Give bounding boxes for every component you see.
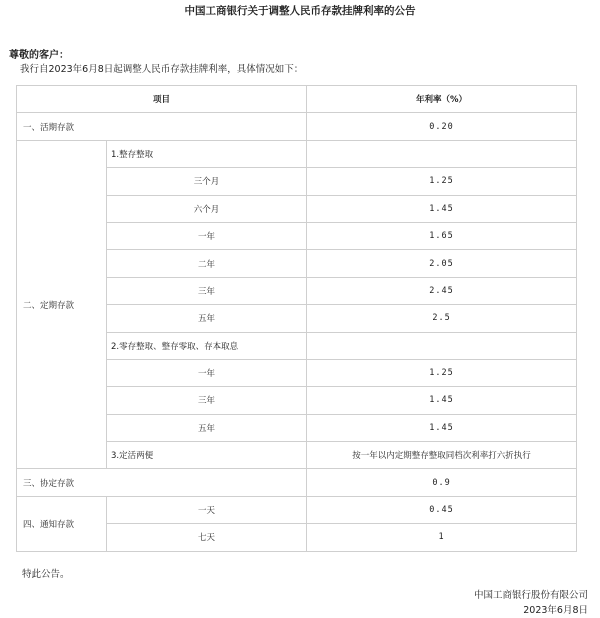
- term-cell: 五年: [107, 414, 307, 441]
- category-notice: 四、通知存款: [17, 496, 107, 551]
- rate-cell: 0.20: [307, 113, 577, 140]
- rate-cell-empty: [307, 332, 577, 359]
- rate-cell: 1.25: [307, 359, 577, 386]
- rate-cell: 1.25: [307, 168, 577, 195]
- header-item: 项目: [17, 86, 307, 113]
- term-cell: 一年: [107, 222, 307, 249]
- rate-cell: 1: [307, 524, 577, 551]
- rate-cell: 0.9: [307, 469, 577, 496]
- rate-cell: 1.45: [307, 414, 577, 441]
- signer: 中国工商银行股份有限公司: [473, 590, 588, 601]
- term-cell: 二年: [107, 250, 307, 277]
- term-cell: 三年: [107, 387, 307, 414]
- table-row: [17, 496, 577, 523]
- flexible-note: 按一年以内定期整存整取同档次利率打六折执行: [307, 442, 577, 469]
- term-cell: 三年: [107, 277, 307, 304]
- sign-date: 2023年6月8日: [523, 605, 588, 616]
- subcategory-flexible: 3.定活两便: [107, 442, 307, 469]
- subcategory-lump-sum: 1.整存整取: [107, 140, 307, 167]
- rate-cell: 2.5: [307, 305, 577, 332]
- subcategory-installment: 2.零存整取、整存零取、存本取息: [107, 332, 307, 359]
- category-agreement: 三、协定存款: [17, 469, 307, 496]
- term-cell: 三个月: [107, 168, 307, 195]
- term-cell: 六个月: [107, 195, 307, 222]
- table-row: [17, 113, 577, 140]
- term-cell: 七天: [107, 524, 307, 551]
- rate-table: [16, 85, 577, 552]
- table-row: [17, 140, 577, 167]
- category-demand: 一、活期存款: [17, 113, 307, 140]
- term-cell: 一天: [107, 496, 307, 523]
- category-fixed: 二、定期存款: [17, 140, 107, 469]
- table-header-row: [17, 86, 577, 113]
- term-cell: 五年: [107, 305, 307, 332]
- table-row: [17, 469, 577, 496]
- header-rate: 年利率（%）: [307, 86, 577, 113]
- rate-cell-empty: [307, 140, 577, 167]
- salutation: 尊敬的客户：: [9, 50, 69, 61]
- rate-cell: 1.65: [307, 222, 577, 249]
- closing-text: 特此公告。: [22, 569, 70, 580]
- rate-cell: 1.45: [307, 195, 577, 222]
- rate-cell: 2.45: [307, 277, 577, 304]
- rate-cell: 2.05: [307, 250, 577, 277]
- rate-cell: 1.45: [307, 387, 577, 414]
- intro-text: 我行自2023年6月8日起调整人民币存款挂牌利率，具体情况如下：: [20, 64, 304, 75]
- page-title: 中国工商银行关于调整人民币存款挂牌利率的公告: [184, 5, 416, 17]
- term-cell: 一年: [107, 359, 307, 386]
- rate-cell: 0.45: [307, 496, 577, 523]
